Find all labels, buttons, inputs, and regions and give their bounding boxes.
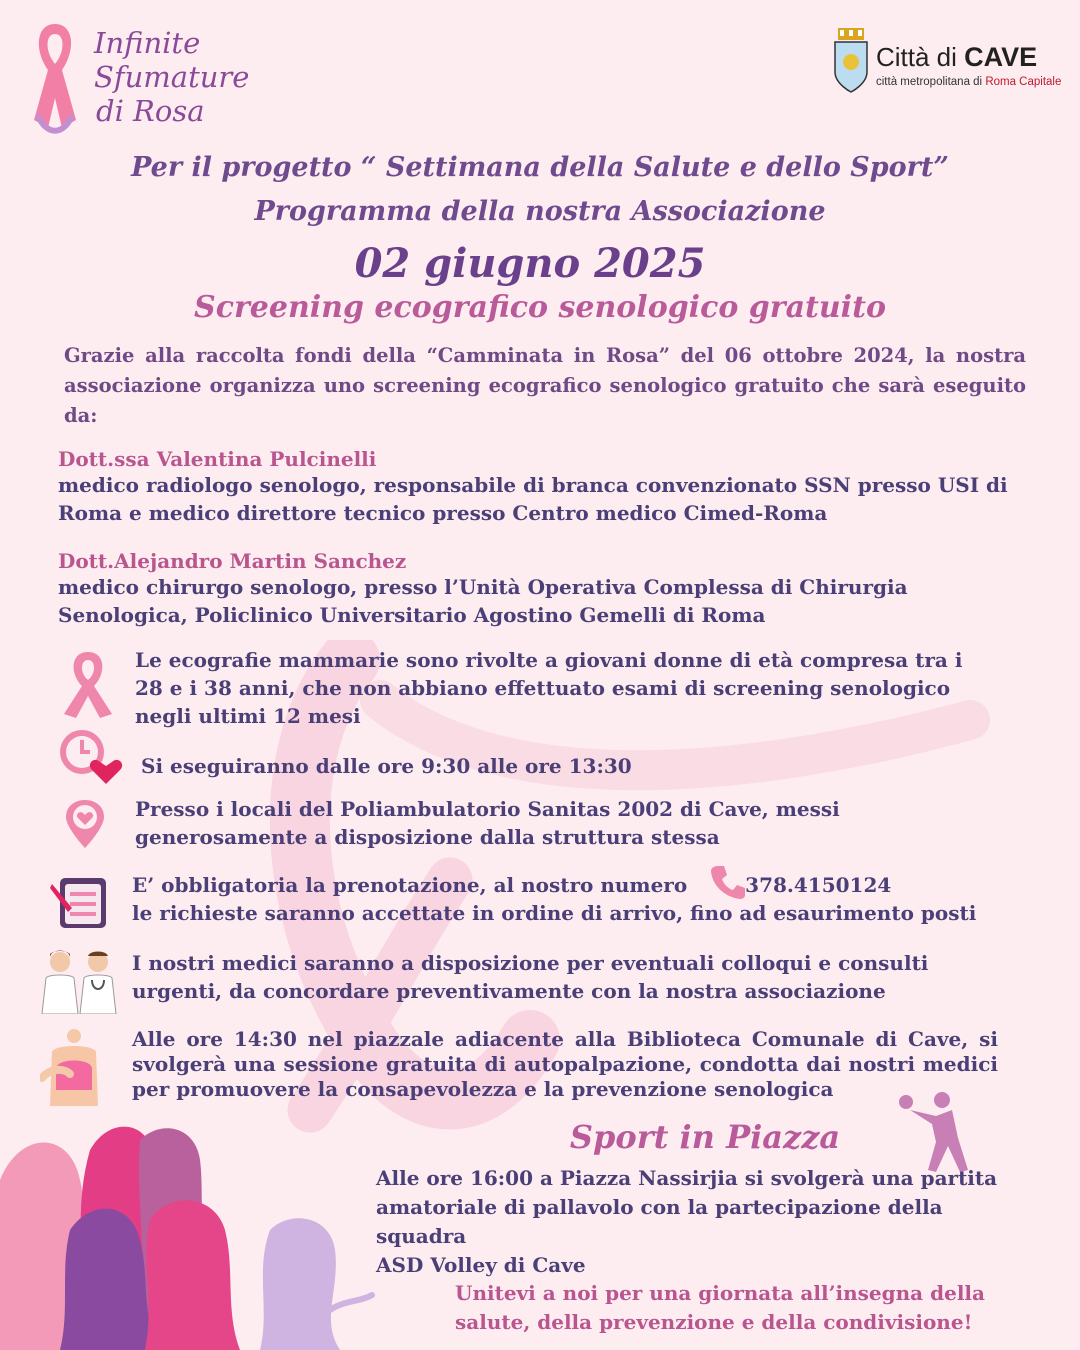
location-line: generosamente a disposizione dalla struttura stessa (135, 825, 720, 849)
doctor-name: Dott.ssa Valentina Pulcinelli (58, 447, 377, 471)
closing-message (455, 1279, 1055, 1337)
clipboard-icon (50, 874, 110, 932)
project-title: Per il progetto “ Settimana della Salute e dello Sport” (131, 152, 949, 183)
city-crest-icon (832, 26, 870, 94)
sport-line: amatoriale di pallavolo con la partecipazione della squadra (376, 1195, 943, 1248)
booking-text: E’ obbligatoria la prenotazione, al nostro numero (132, 873, 688, 897)
hours-info: Si eseguiranno dalle ore 9:30 alle ore 13:30 (141, 754, 632, 778)
city-title (876, 42, 1037, 73)
city-prefix: Città di (876, 42, 957, 72)
consult-line: I nostri medici saranno a disposizione per eventuali colloqui e consulti (132, 951, 929, 975)
doctors-icon (38, 948, 120, 1014)
target-info (135, 646, 1035, 730)
city-subtitle (876, 76, 1061, 88)
intro-paragraph: Grazie alla raccolta fondi della “Camminata in Rosa” del 06 ottobre 2024, la nostra associazione organizza uno screening ecografico senologico gratuito che sarà eseguito da: (64, 344, 1026, 427)
event-subtitle: Screening ecografico senologico gratuito (194, 290, 886, 325)
association-logo (22, 20, 272, 140)
event-date: 02 giugno 2025 (354, 240, 706, 287)
city-subtitle-b: Roma Capitale (985, 76, 1062, 88)
sport-info (376, 1164, 1036, 1280)
location-line: Presso i locali del Poliambulatorio Sanitas 2002 di Cave, messi (135, 797, 840, 821)
target-line: negli ultimi 12 mesi (135, 704, 361, 728)
logo-line-2: Sfumature (94, 60, 250, 94)
city-name: CAVE (964, 42, 1038, 72)
consult-info (132, 949, 1032, 1005)
clock-heart-icon (58, 728, 124, 786)
women-silhouettes-icon (0, 1120, 380, 1350)
consult-line: urgenti, da concordare preventivamente con la nostra associazione (132, 979, 886, 1003)
self-exam-icon (40, 1028, 108, 1106)
sport-title: Sport in Piazza (569, 1118, 841, 1156)
doctor-desc-line: medico radiologo senologo, responsabile di branca convenzionato SSN presso USI di (58, 473, 1008, 497)
selfexam-info: Alle ore 14:30 nel piazzale adiacente alla Biblioteca Comunale di Cave, si svolgerà una sessione gratuita di autopalpazione, condotta dai nostri medici per promuovere la consapevolezza e la prevenzione senologica (132, 1027, 998, 1101)
city-logo (832, 26, 1062, 96)
closing-line: salute, della prevenzione e della condivisione! (455, 1310, 973, 1334)
location-info (135, 795, 1035, 851)
city-subtitle-a: città metropolitana di (876, 76, 986, 88)
logo-line-3: di Rosa (96, 94, 205, 128)
sport-line: Alle ore 16:00 a Piazza Nassirjia si svolgerà una partita (376, 1166, 998, 1190)
logo-line-1: Infinite (94, 26, 201, 60)
booking-info (132, 871, 1032, 927)
location-heart-icon (64, 798, 106, 850)
pink-ribbon-icon (28, 20, 82, 136)
doctor-block (58, 447, 1028, 527)
booking-phone[interactable]: 378.4150124 (745, 873, 892, 897)
association-name (94, 26, 249, 128)
doctor-desc-line: Roma e medico direttore tecnico presso Centro medico Cimed-Roma (58, 501, 828, 525)
doctor-desc-line: Senologica, Policlinico Universitario Agostino Gemelli di Roma (58, 603, 766, 627)
pink-ribbon-icon (60, 650, 116, 720)
sport-line: ASD Volley di Cave (376, 1253, 586, 1277)
target-line: Le ecografie mammarie sono rivolte a giovani donne di età compresa tra i (135, 648, 963, 672)
closing-line: Unitevi a noi per una giornata all’insegna della (455, 1281, 985, 1305)
doctor-block (58, 549, 1028, 629)
booking-line (132, 871, 1032, 899)
volleyball-player-icon (896, 1090, 980, 1174)
target-line: 28 e i 38 anni, che non abbiano effettuato esami di screening senologico (135, 676, 951, 700)
doctor-name: Dott.Alejandro Martin Sanchez (58, 549, 407, 573)
doctor-desc-line: medico chirurgo senologo, presso l’Unità Operativa Complessa di Chirurgia (58, 575, 908, 599)
booking-line: le richieste saranno accettate in ordine di arrivo, fino ad esaurimento posti (132, 901, 977, 925)
program-title: Programma della nostra Associazione (254, 196, 826, 227)
